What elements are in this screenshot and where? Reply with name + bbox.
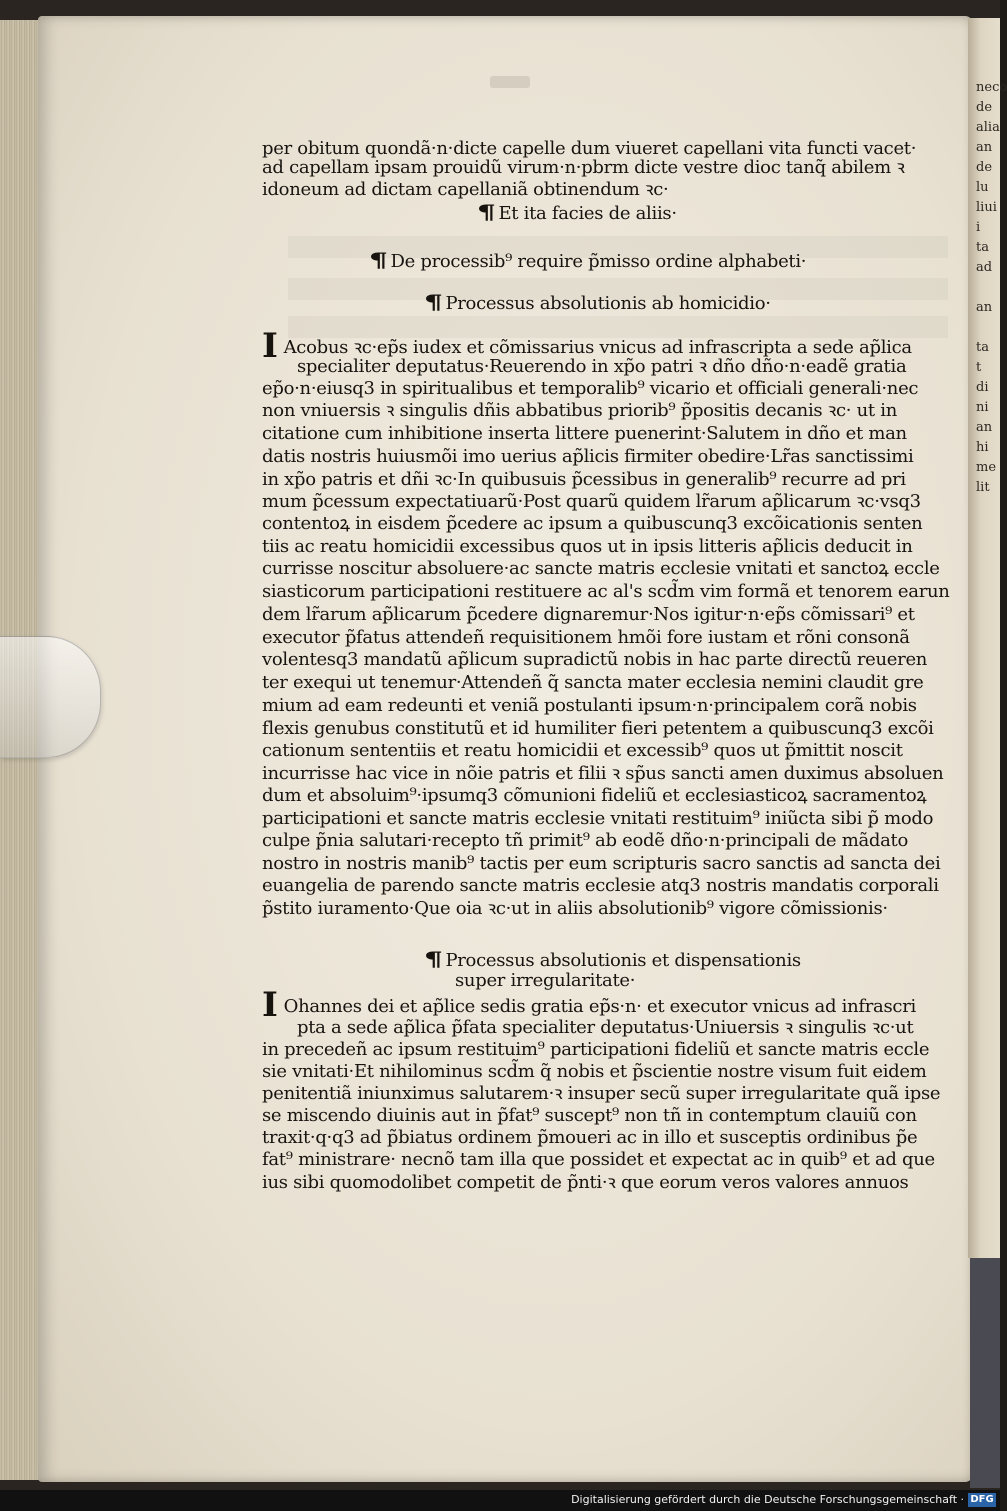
line-text: pta a sede ap̃lica p̃fata specialiter deputatus·Uniuersis ꝛ singulis ꝛc·ut (297, 1017, 914, 1038)
line-text: per obitum quondã·n·dicte capelle dum viueret capellani vita functi vacet· (262, 138, 917, 159)
text-line (297, 1017, 914, 1040)
line-text: nostro in nostris manib⁹ tactis per eum scripturis sacro sanctis ad sancta dei (262, 853, 941, 874)
text-line (262, 649, 928, 672)
facing-page-fragment: neco de alia an de lu liui i ta ad an ta t di ni an hi me lit (976, 80, 1007, 495)
line-text: contentoꝝ in eisdem p̃cedere ac ipsum a quibuscunq3 excõicationis senten (262, 513, 923, 534)
text-line (262, 536, 913, 559)
text-line (262, 513, 923, 536)
line-text: Processus absolutionis et dispensationis (445, 950, 801, 971)
text-line (262, 627, 910, 650)
text-line (262, 853, 941, 876)
line-text: volentesq3 mandatũ ap̃licum supradictũ nobis in hac parte directũ reueren (262, 649, 928, 670)
digitization-footer (0, 1490, 1000, 1511)
text-line (262, 785, 927, 808)
line-text: penitentiã iniunximus salutarem·ꝛ insuper secũ super irregularitate quã ipse (262, 1083, 941, 1104)
line-text: in precedeñ ac ipsum restituim⁹ participationi fideliũ et sancte matris eccle (262, 1039, 930, 1060)
paragraph-mark: ¶ (368, 248, 388, 272)
faded-page-number (490, 76, 530, 88)
line-text: Et ita facies de aliis· (498, 203, 677, 224)
line-text: dum et absoluim⁹·ipsumq3 cõmunioni fideliũ et ecclesiasticoꝝ sacramentoꝝ (262, 785, 927, 806)
line-text: dem lr̃arum ap̃licarum p̃cedere dignaremur·Nos igitur·n·ep̃s cõmissari⁹ et (262, 604, 915, 625)
line-text: Acobus ꝛc·ep̃s iudex et cõmissarius vnicus ad infrascripta a sede ap̃lica (283, 337, 912, 358)
text-line (262, 179, 902, 202)
line-text: mum p̃cessum expectatiuarũ·Post quarũ quidem lr̃arum ap̃licarum ꝛc·vsq3 (262, 491, 921, 512)
text-line (262, 491, 921, 514)
line-text: Ohannes dei et ap̃lice sedis gratia ep̃s·n· et executor vnicus ad infrascri (283, 996, 916, 1017)
line-text: non vniuersis ꝛ singulis dñis abbatibus priorib⁹ p̃positis decanis ꝛc· ut in (262, 400, 898, 421)
section-heading (368, 248, 902, 274)
line-text: siasticorum participationi restituere ac al's scd̃m vim formã et tenorem earun (262, 581, 950, 602)
paragraph-mark: ¶ (423, 290, 443, 314)
text-line (262, 400, 902, 423)
show-through-text (288, 316, 948, 338)
line-text: super irregularitate· (455, 970, 636, 991)
text-line (262, 763, 944, 786)
facing-page-edge (968, 18, 1007, 1258)
line-text: culpe p̃nia salutari·recepto tñ primit⁹ ab eodẽ dño·n·principali de mãdato (262, 830, 909, 851)
text-line (297, 356, 907, 379)
initial-capital: I (262, 985, 278, 1025)
text-line (262, 446, 914, 469)
text-line (262, 1127, 918, 1150)
text-line (262, 423, 907, 446)
paragraph-mark: ¶ (423, 947, 443, 971)
line-text: fat⁹ ministrare· necnõ tam illa que possidet et expectat ac in quib⁹ et ad que (262, 1149, 935, 1170)
text-line (262, 672, 924, 695)
line-text: traxit·q·q3 ad p̃biatus ordinem p̃moueri ac in illo et susceptis ordinibus p̃e (262, 1127, 918, 1148)
text-line (262, 985, 916, 1025)
line-text: mium ad eam redeunti et veniã postulanti ipsum·n·principalem corã nobis (262, 695, 917, 716)
section-heading (423, 947, 902, 973)
section-heading (423, 290, 902, 316)
dfg-logo: DFG (968, 1493, 996, 1507)
line-text: executor p̃fatus attendeñ requisitionem hmõi fore iustam et rõni consonã (262, 627, 910, 648)
text-line (262, 718, 934, 741)
plastic-page-clip (0, 636, 101, 758)
line-text: Processus absolutionis ab homicidio· (445, 293, 771, 314)
initial-capital: I (262, 326, 278, 366)
line-text: in xp̃o patris et dñi ꝛc·In quibusuis p̃cessibus in generalib⁹ recurre ad pri (262, 469, 906, 490)
text-line (262, 695, 917, 718)
text-line (262, 1172, 909, 1195)
text-line (455, 970, 902, 993)
line-text: se miscendo diuinis aut in p̃fat⁹ suscept⁹ non tñ in contemptum clauiũ con (262, 1105, 917, 1126)
funding-notice: Digitalisierung gefördert durch die Deutsche Forschungsgemeinschaft · (571, 1493, 964, 1506)
text-line (262, 469, 906, 492)
line-text: euangelia de parendo sancte matris ecclesie atq3 nostris mandatis corporali (262, 875, 939, 896)
line-text: ep̃o·n·eiusq3 in spiritualibus et temporalib⁹ vicario et officiali generali·nec (262, 378, 919, 399)
line-text: ius sibi quomodolibet competit de p̃nti·ꝛ que eorum veros valores annuos (262, 1172, 909, 1193)
section-heading (476, 200, 902, 226)
line-text: specialiter deputatus·Reuerendo in xp̃o patri ꝛ dño dño·n·eadẽ gratia (297, 356, 907, 377)
line-text: citatione cum inhibitione inserta littere puenerint·Salutem in dño et man (262, 423, 907, 444)
line-text: datis nostris huiusmõi imo uerius ap̃licis firmiter obedire·Lr̃as sanctissimi (262, 446, 914, 467)
text-line (262, 1039, 930, 1062)
text-line (262, 1083, 941, 1106)
paragraph-mark: ¶ (476, 200, 496, 224)
line-text: p̃stito iuramento·Que oia ꝛc·ut in aliis absolutionib⁹ vigore cõmissionis· (262, 898, 888, 919)
text-line (262, 1105, 917, 1128)
line-text: sie vnitati·Et nihilominus scd̃m q̃ nobis et p̃scientie nostre visum fuit eidem (262, 1061, 927, 1082)
line-text: idoneum ad dictam capellaniã obtinendum ꝛc· (262, 179, 669, 200)
line-text: ter exequi ut tenemur·Attendeñ q̃ sancta mater ecclesia nemini claudit gre (262, 672, 924, 693)
text-line (262, 740, 902, 763)
line-text: ad capellam ipsam prouidũ virum·n·pbrm dicte vestre dioc tanq̃ abilem ꝛ (262, 157, 905, 178)
text-line (262, 898, 902, 921)
text-line (262, 378, 919, 401)
line-text: cationum sententiis et reatu homicidii et excessib⁹ quos ut p̃mittit noscit (262, 740, 903, 761)
text-line (262, 1061, 927, 1084)
text-line (262, 157, 905, 180)
line-text: flexis genubus constitutũ et id humiliter fieri petentem a quibuscunq3 excõi (262, 718, 934, 739)
text-line (262, 830, 909, 853)
text-line (262, 581, 950, 604)
line-text: currisse noscitur absoluere·ac sancte matris ecclesie vnitati et sanctoꝝ eccle (262, 558, 940, 579)
text-line (262, 875, 939, 898)
line-text: De processib⁹ require p̃misso ordine alphabeti· (390, 251, 807, 272)
line-text: participationi et sancte matris ecclesie vnitati restituim⁹ iniũcta sibi p̃ modo (262, 808, 934, 829)
book-cover-edge (970, 1258, 1000, 1488)
text-line (262, 1149, 935, 1172)
line-text: incurrisse hac vice in nõie patris et filii ꝛ sp̃us sancti amen duximus absoluen (262, 763, 944, 784)
line-text: tiis ac reatu homicidii excessibus quos ut in ipsis litteris ap̃licis deducit in (262, 536, 913, 557)
text-line (262, 808, 934, 831)
text-line (262, 558, 940, 581)
text-line (262, 604, 915, 627)
